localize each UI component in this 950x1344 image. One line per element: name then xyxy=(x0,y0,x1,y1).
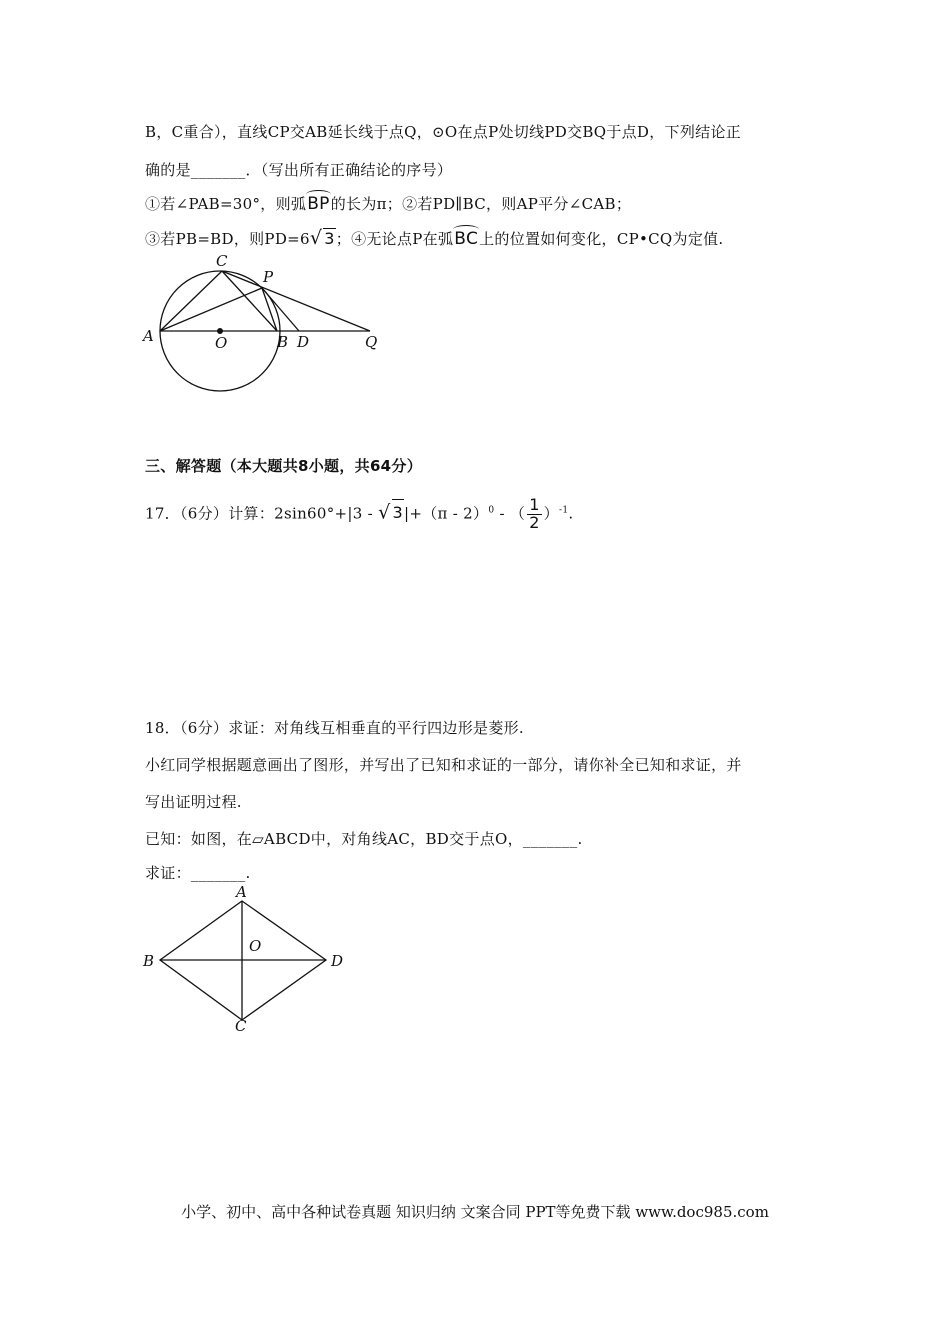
q16-opt1-post: 的长为π；②若PD∥BC，则AP平分∠CAB； xyxy=(330,195,632,213)
q17-exp0: 0 xyxy=(488,505,495,516)
line-ac xyxy=(160,271,222,331)
q16-options-row1 xyxy=(145,193,631,214)
label-q: Q xyxy=(365,333,378,351)
label-d: D xyxy=(331,952,344,970)
label-o: O xyxy=(249,937,262,955)
figure-circle-tangent xyxy=(138,250,398,400)
section-heading: 三、解答题（本大题共8小题，共64分） xyxy=(145,457,423,475)
q18-line2: 小红同学根据题意画出了图形，并写出了已知和求证的一部分，请你补全已知和求证，并 xyxy=(145,756,742,774)
q16-opt1-pre: ①若∠PAB=30°，则弧 xyxy=(145,195,307,213)
fraction-numerator: 1 xyxy=(529,495,540,514)
line-cq xyxy=(222,271,370,331)
q17-mid: |+（π - 2） xyxy=(404,504,489,523)
label-a: A xyxy=(143,327,154,345)
radicand: 3 xyxy=(324,229,335,248)
arc-bc: BC xyxy=(454,229,479,249)
q16-line1: B，C重合），直线CP交AB延长线于点Q，⊙O在点P处切线PD交BQ于点D，下列结论正 xyxy=(145,123,742,141)
q17-end: . xyxy=(568,504,574,523)
q18-line1: 18．（6分）求证：对角线互相垂直的平行四边形是菱形. xyxy=(145,719,525,737)
label-b: B xyxy=(277,333,289,351)
q16-line2: 确的是_______．（写出所有正确结论的序号） xyxy=(145,161,453,179)
label-a: A xyxy=(236,885,247,901)
q17-mid2: - （ xyxy=(494,504,526,523)
label-c: C xyxy=(216,252,228,270)
q16-opt3-post: 上的位置如何变化，CP•CQ为定值. xyxy=(479,230,724,248)
q17-sqrt-sign: √ xyxy=(378,501,391,524)
line-pb xyxy=(262,288,277,331)
footer-text: 小学、初中、高中各种试卷真题 知识归纳 文案合同 PPT等免费下载 www.doc985.com xyxy=(181,1203,769,1221)
q18-line4: 已知：如图，在▱ABCD中，对角线AC，BD交于点O，_______. xyxy=(145,830,583,848)
label-o: O xyxy=(215,334,228,352)
q17-exp1: -1 xyxy=(558,505,569,516)
q17-radicand: 3 xyxy=(392,499,404,526)
figure-rhombus xyxy=(138,885,358,1035)
arc-bp: BP xyxy=(307,194,330,214)
fraction-denominator: 2 xyxy=(529,512,540,532)
fraction-one-half xyxy=(527,497,541,532)
q17-pre: 17．（6分）计算：2sin60°+|3 - xyxy=(145,504,379,523)
sqrt-sign: √ xyxy=(309,227,323,249)
label-c: C xyxy=(235,1017,247,1035)
q17-close: ） xyxy=(543,504,559,523)
label-p: P xyxy=(263,268,274,286)
q16-options-row2 xyxy=(145,227,724,249)
label-b: B xyxy=(143,952,155,970)
line-ap xyxy=(160,288,262,331)
q16-opt3-mid: ；④无论点P在弧 xyxy=(335,230,454,248)
q16-opt3-pre: ③若PB=BD，则PD=6 xyxy=(145,230,310,248)
q18-line3: 写出证明过程. xyxy=(145,793,242,811)
q17 xyxy=(145,497,573,537)
q18-line5: 求证：_______. xyxy=(145,864,251,882)
label-d: D xyxy=(297,333,310,351)
